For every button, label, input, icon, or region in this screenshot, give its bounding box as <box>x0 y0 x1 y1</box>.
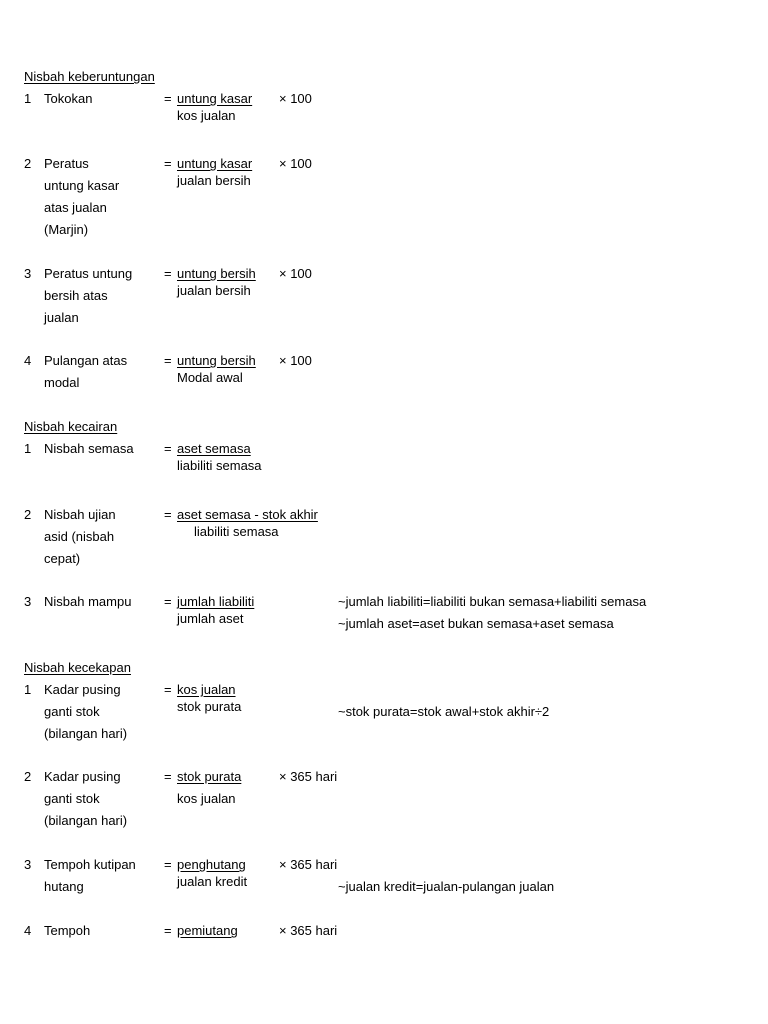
equals-sign: = <box>164 156 172 171</box>
formula-denominator: jumlah aset <box>177 611 244 626</box>
formula-multiplier: × 100 <box>279 91 312 106</box>
equals-sign: = <box>164 857 172 872</box>
ratio-name: ganti stok <box>44 704 100 719</box>
formula-numerator: untung kasar <box>177 91 253 106</box>
ratio-name: Kadar pusing <box>44 769 121 784</box>
ratio-name: bersih atas <box>44 288 108 303</box>
formula-denominator: jualan bersih <box>177 173 251 188</box>
ratio-name: Kadar pusing <box>44 682 121 697</box>
formula-multiplier: × 100 <box>279 156 312 171</box>
ratio-name: modal <box>44 375 80 390</box>
ratio-name: ganti stok <box>44 791 100 806</box>
formula-denominator: jualan kredit <box>177 874 248 889</box>
ratio-name: Peratus <box>44 156 89 171</box>
equals-sign: = <box>164 441 172 456</box>
formula-denominator: kos jualan <box>177 108 236 123</box>
formula-denominator: liabiliti semasa <box>194 524 279 539</box>
equals-sign: = <box>164 353 172 368</box>
formula-denominator: stok purata <box>177 699 242 714</box>
formula-numerator: aset semasa - stok akhir <box>177 507 318 522</box>
formula-numerator: untung kasar <box>177 156 253 171</box>
note-text: ~jumlah aset=aset bukan semasa+aset semasa <box>338 616 614 631</box>
formula-numerator: untung bersih <box>177 266 256 281</box>
formula-denominator: jualan bersih <box>177 283 251 298</box>
ratio-name: cepat) <box>44 551 81 566</box>
ratio-name: Tokokan <box>44 91 93 106</box>
note-text: ~jualan kredit=jualan-pulangan jualan <box>338 879 555 894</box>
equals-sign: = <box>164 594 172 609</box>
item-number: 2 <box>24 156 32 171</box>
formula-numerator: jumlah liabiliti <box>177 594 255 609</box>
formula-multiplier: × 100 <box>279 266 312 281</box>
ratio-name: (bilangan hari) <box>44 813 128 828</box>
ratio-name: (bilangan hari) <box>44 726 128 741</box>
equals-sign: = <box>164 923 172 938</box>
item-number: 4 <box>24 353 32 368</box>
ratio-name: Nisbah semasa <box>44 441 134 456</box>
ratio-name: (Marjin) <box>44 222 89 237</box>
equals-sign: = <box>164 266 172 281</box>
item-number: 2 <box>24 769 32 784</box>
formula-multiplier: × 365 hari <box>279 769 338 784</box>
ratio-name: Tempoh <box>44 923 91 938</box>
formula-numerator: penghutang <box>177 857 246 872</box>
item-number: 1 <box>24 441 32 456</box>
section-heading-liquidity: Nisbah kecairan <box>24 419 118 434</box>
equals-sign: = <box>164 507 172 522</box>
equals-sign: = <box>164 682 172 697</box>
formula-numerator: kos jualan <box>177 682 236 697</box>
item-number: 3 <box>24 266 32 281</box>
formula-multiplier: × 100 <box>279 353 312 368</box>
equals-sign: = <box>164 769 172 784</box>
ratio-name: untung kasar <box>44 178 120 193</box>
ratio-name: asid (nisbah <box>44 529 115 544</box>
ratio-name: Nisbah ujian <box>44 507 116 522</box>
item-number: 3 <box>24 594 32 609</box>
equals-sign: = <box>164 91 172 106</box>
ratio-name: Peratus untung <box>44 266 133 281</box>
item-number: 3 <box>24 857 32 872</box>
ratio-name: Tempoh kutipan <box>44 857 136 872</box>
formula-numerator: stok purata <box>177 769 242 784</box>
ratio-name: Pulangan atas <box>44 353 128 368</box>
formula-numerator: pemiutang <box>177 923 238 938</box>
item-number: 2 <box>24 507 32 522</box>
item-number: 1 <box>24 91 32 106</box>
item-number: 1 <box>24 682 32 697</box>
formula-numerator: aset semasa <box>177 441 251 456</box>
note-text: ~jumlah liabiliti=liabiliti bukan semasa+liabiliti semasa <box>338 594 647 609</box>
ratio-name: atas jualan <box>44 200 107 215</box>
formula-multiplier: × 365 hari <box>279 857 338 872</box>
note-text: ~stok purata=stok awal+stok akhir÷2 <box>338 704 550 719</box>
ratio-name: jualan <box>44 310 79 325</box>
formula-multiplier: × 365 hari <box>279 923 338 938</box>
formula-denominator: liabiliti semasa <box>177 458 262 473</box>
formula-denominator: Modal awal <box>177 370 243 385</box>
ratio-name: Nisbah mampu <box>44 594 132 609</box>
formula-denominator: kos jualan <box>177 791 236 806</box>
formula-numerator: untung bersih <box>177 353 256 368</box>
item-number: 4 <box>24 923 32 938</box>
ratio-name: hutang <box>44 879 84 894</box>
section-heading-profitability: Nisbah keberuntungan <box>24 69 155 84</box>
section-heading-efficiency: Nisbah kecekapan <box>24 660 131 675</box>
